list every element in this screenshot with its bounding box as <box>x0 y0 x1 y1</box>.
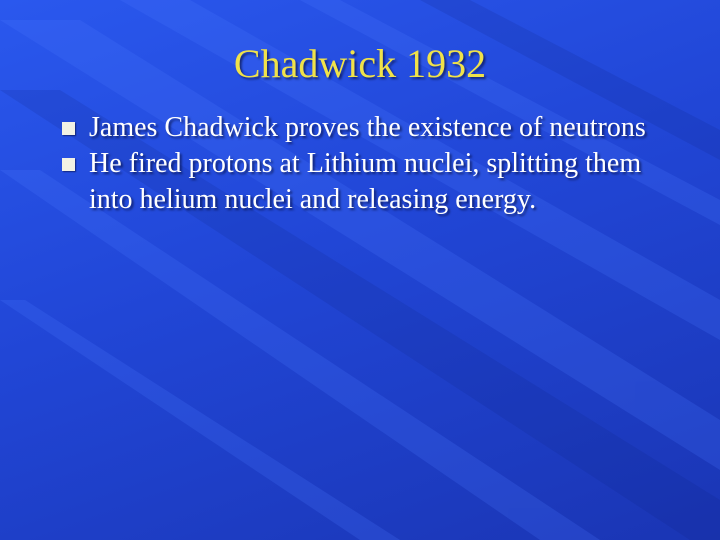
bullet-text: James Chadwick proves the existence of neutrons <box>89 112 646 143</box>
square-bullet-icon <box>62 158 75 171</box>
bullet-list <box>60 110 680 218</box>
bullet-text: He fired protons at Lithium nuclei, splitting them into helium nuclei and releasing energy. <box>89 148 642 215</box>
square-bullet-icon <box>62 122 75 135</box>
bullet-item <box>60 110 680 146</box>
bullet-item <box>60 146 680 218</box>
slide-title: Chadwick 1932 <box>233 41 487 86</box>
